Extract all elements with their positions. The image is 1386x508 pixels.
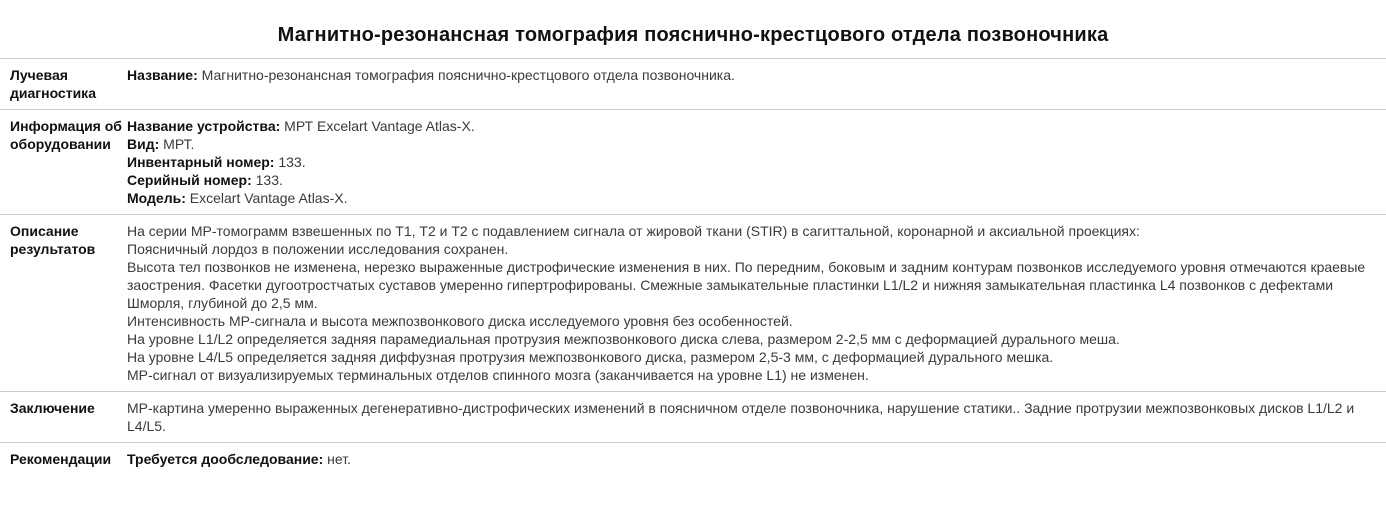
section-label: Рекомендации <box>10 451 112 467</box>
result-paragraph: Интенсивность МР-сигнала и высота межпозвонкового диска исследуемого уровня без особенностей. <box>127 313 793 329</box>
field-value: 133. <box>255 172 283 188</box>
result-paragraph: МР-картина умеренно выраженных дегенеративно-дистрофических изменений в поясничном отделе позвоночника, нарушение статики.. Задние протрузии межпозвонковых дисков L1/L2 и L4/L5. <box>127 400 1355 434</box>
field-value: Excelart Vantage Atlas-X. <box>189 190 348 206</box>
report-title: Магнитно-резонансная томография пояснично-крестцового отдела позвоночника <box>277 24 1109 46</box>
field-line <box>127 135 1368 153</box>
field-line <box>127 117 1368 135</box>
field-key: Модель: <box>127 190 186 206</box>
field-line <box>127 66 1368 84</box>
section-content <box>127 450 1376 468</box>
result-paragraph: МР-сигнал от визуализируемых терминальных отделов спинного мозга (заканчивается на уровне L1) не изменен. <box>127 367 869 383</box>
field-value: 133. <box>278 154 306 170</box>
field-line <box>127 450 1368 468</box>
report-table <box>0 58 1386 475</box>
field-value: МРТ Excelart Vantage Atlas-X. <box>284 118 475 134</box>
section-content <box>127 66 1376 84</box>
result-paragraph: На уровне L1/L2 определяется задняя парамедиальная протрузия межпозвонкового диска слева, размером 2-2,5 мм с деформацией дурального меша. <box>127 331 1120 347</box>
field-key: Серийный номер: <box>127 172 252 188</box>
section-label: Лучевая диагностика <box>10 67 96 101</box>
field-value: МРТ. <box>163 136 195 152</box>
field-line <box>127 171 1368 189</box>
report-section-row <box>0 391 1386 442</box>
section-label: Заключение <box>10 400 95 416</box>
report-section-row <box>0 109 1386 214</box>
report-section-row <box>0 58 1386 109</box>
result-paragraph: На серии МР-томограмм взвешенных по Т1, Т2 и Т2 с подавлением сигнала от жировой ткани (STIR) в сагиттальной, коронарной и аксиальной проекциях: <box>127 223 1140 239</box>
field-key: Требуется дообследование: <box>127 451 324 467</box>
field-key: Инвентарный номер: <box>127 154 275 170</box>
result-paragraph: Поясничный лордоз в положении исследования сохранен. <box>127 241 509 257</box>
field-key: Название устройства: <box>127 118 281 134</box>
field-value: нет. <box>327 451 351 467</box>
mri-report-document <box>0 24 1386 475</box>
section-content <box>127 222 1376 384</box>
field-value: Магнитно-резонансная томография пояснично-крестцового отдела позвоночника. <box>201 67 735 83</box>
field-line <box>127 153 1368 171</box>
field-key: Название: <box>127 67 198 83</box>
report-section-row <box>0 214 1386 391</box>
result-paragraph: Высота тел позвонков не изменена, нерезко выраженные дистрофические изменения в них. По передним, боковым и задним контурам позвонков исследуемого уровня отмечаются краевые заострения. Фасетки дугоотростчатых суставов умеренно гипертрофированы. Смежные замыкательные пластинки L1/L2 и нижняя замыкательная пластинка L4 позвонков с дефектами Шморля, глубиной до 2,5 мм. <box>127 259 1366 311</box>
section-label: Описание результатов <box>10 223 96 257</box>
field-key: Вид: <box>127 136 160 152</box>
report-section-row <box>0 442 1386 475</box>
section-content <box>127 399 1376 435</box>
section-content <box>127 117 1376 207</box>
field-line <box>127 189 1368 207</box>
section-label: Информация об оборудовании <box>10 118 122 152</box>
result-paragraph: На уровне L4/L5 определяется задняя диффузная протрузия межпозвонкового диска, размером 2,5-3 мм, с деформацией дурального мешка. <box>127 349 1054 365</box>
